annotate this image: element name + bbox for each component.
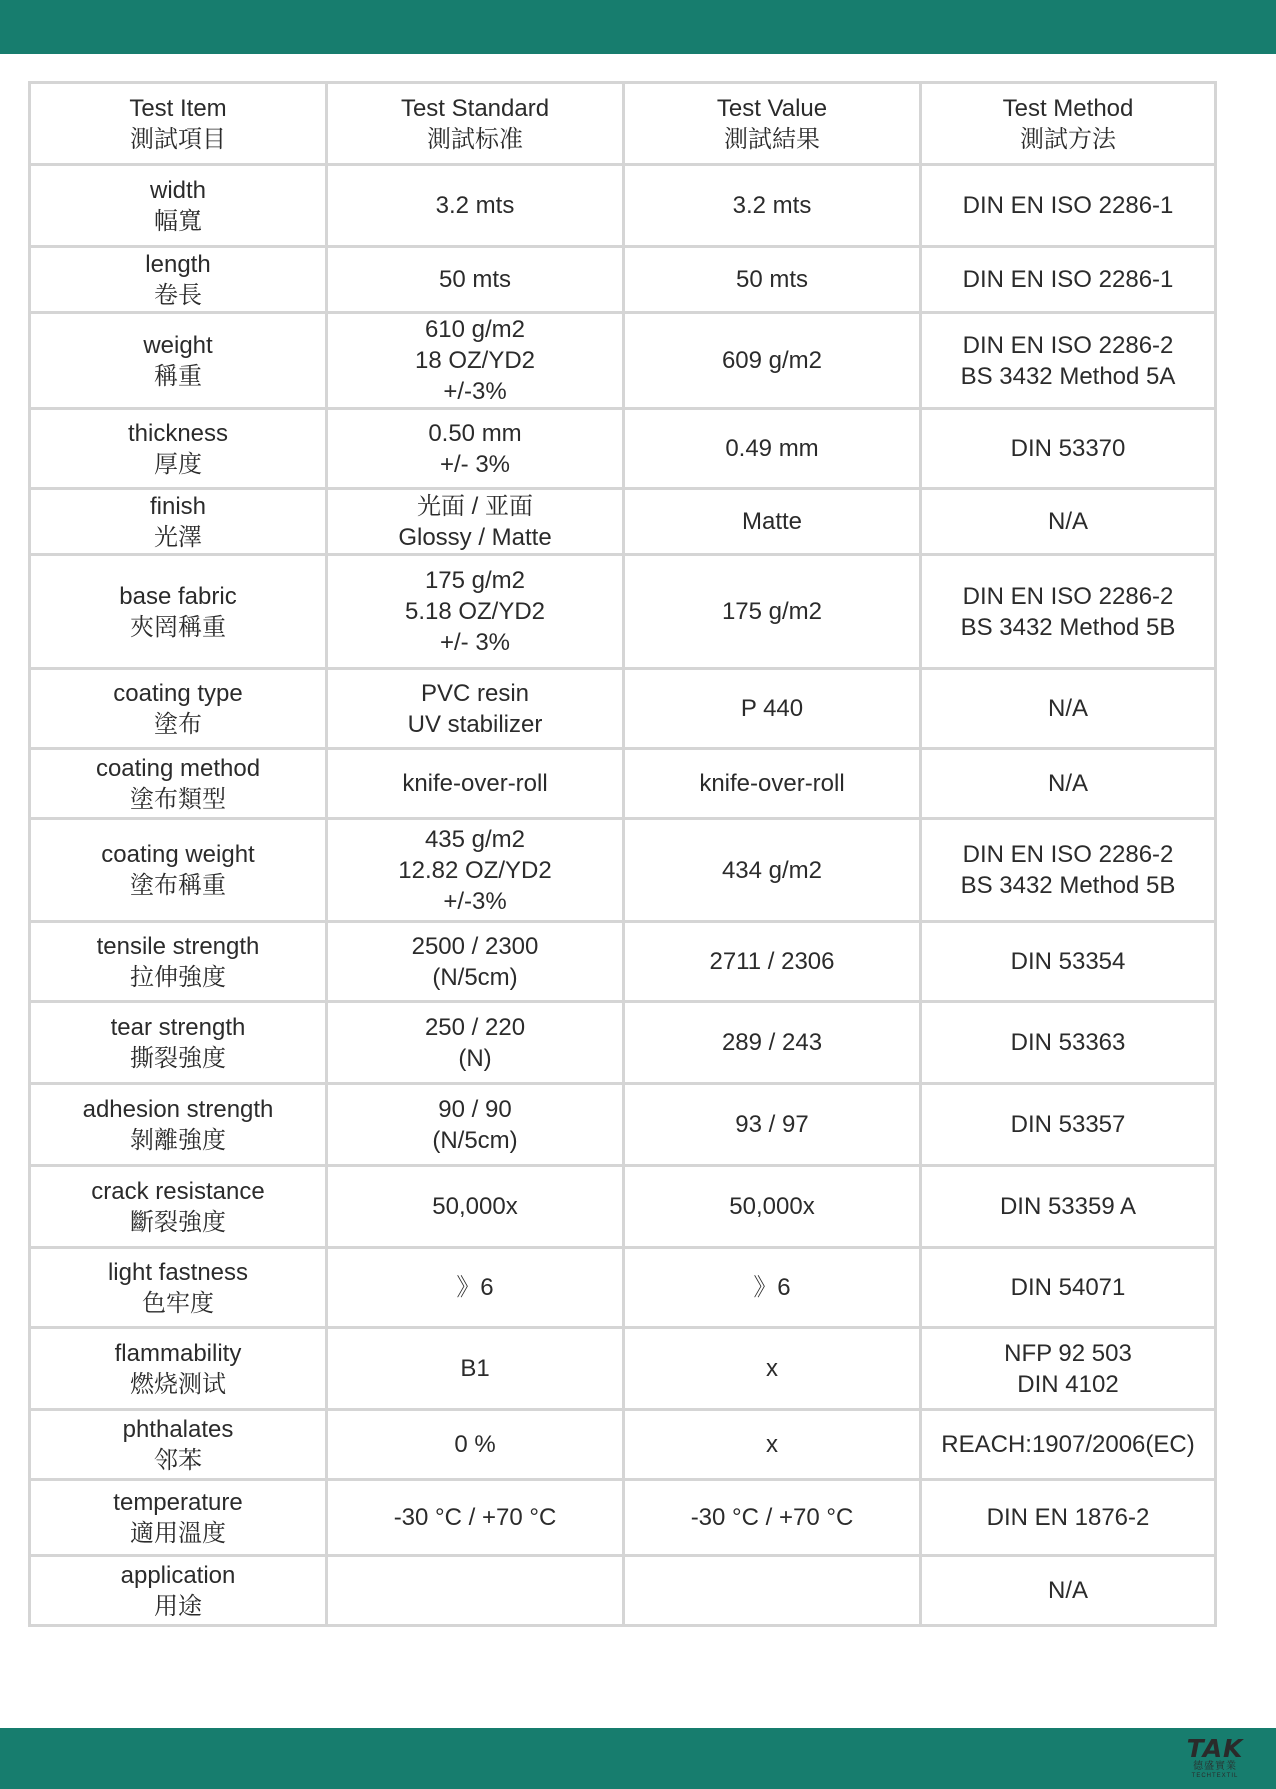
cell-test-method: [921, 1166, 1216, 1248]
table-row: [30, 1248, 1216, 1328]
cell-test-method: [921, 1084, 1216, 1166]
header-test-value-line: 測試結果: [724, 125, 820, 153]
cell-test-item-line: phthalates: [122, 1415, 234, 1443]
cell-test-item-line: application: [120, 1561, 236, 1589]
cell-test-standard-line: 250 / 220: [424, 1013, 526, 1041]
cell-test-item-line: finish: [149, 492, 207, 520]
cell-test-item-line: 稱重: [154, 362, 202, 390]
cell-test-value: [624, 819, 921, 922]
cell-test-method: [921, 1410, 1216, 1480]
header-test-item: [30, 83, 327, 165]
table-body: [30, 165, 1216, 1626]
cell-test-item-line: tensile strength: [96, 932, 260, 960]
table-row: [30, 409, 1216, 489]
cell-test-method-line: N/A: [1047, 1577, 1088, 1604]
cell-test-value: [624, 922, 921, 1002]
cell-test-value-line: 》6: [753, 1274, 791, 1301]
cell-test-standard-line: knife-over-roll: [402, 770, 548, 797]
cell-test-item-line: coating type: [113, 679, 243, 707]
header-test-value-line: Test Value: [716, 94, 828, 122]
cell-test-value-line: 93 / 97: [735, 1111, 809, 1138]
cell-test-method: [921, 819, 1216, 922]
logo-mark: TAK: [1186, 1733, 1244, 1763]
cell-test-method-line: DIN 53363: [1010, 1029, 1126, 1056]
header-test-method: [921, 83, 1216, 165]
cell-test-standard: [327, 749, 624, 819]
header-test-method-line: 測試方法: [1020, 125, 1116, 153]
table-row: [30, 669, 1216, 749]
cell-test-item-line: 燃烧测试: [130, 1370, 226, 1398]
cell-test-standard-line: 12.82 OZ/YD2: [398, 856, 552, 884]
cell-test-item: [30, 819, 327, 922]
cell-test-method-line: DIN 53354: [1010, 948, 1126, 975]
bottom-banner: [0, 1728, 1276, 1789]
cell-test-standard-line: 18 OZ/YD2: [414, 347, 536, 374]
cell-test-standard-line: -30 °C / +70 °C: [393, 1504, 557, 1531]
cell-test-standard-line: PVC resin: [420, 679, 530, 707]
cell-test-method: [921, 1556, 1216, 1626]
cell-test-standard-line: 5.18 OZ/YD2: [404, 598, 546, 625]
cell-test-standard-line: +/-3%: [443, 378, 507, 405]
cell-test-item: [30, 247, 327, 313]
top-banner: [0, 0, 1276, 54]
cell-test-method-line: REACH:1907/2006(EC): [941, 1431, 1195, 1458]
cell-test-value: [624, 247, 921, 313]
table-row: [30, 922, 1216, 1002]
cell-test-item: [30, 1084, 327, 1166]
cell-test-method: [921, 409, 1216, 489]
cell-test-value: [624, 1556, 921, 1626]
cell-test-value-line: x: [766, 1355, 778, 1382]
table-row: [30, 749, 1216, 819]
cell-test-method-line: BS 3432 Method 5B: [960, 613, 1176, 641]
cell-test-item-line: coating method: [95, 754, 261, 782]
cell-test-standard: [327, 247, 624, 313]
cell-test-item-line: 卷長: [154, 281, 202, 309]
cell-test-standard-line: 3.2 mts: [435, 192, 515, 219]
cell-test-standard-line: 50,000x: [432, 1193, 518, 1220]
cell-test-item-line: coating weight: [101, 841, 255, 868]
table-row: [30, 165, 1216, 247]
cell-test-item: [30, 1328, 327, 1410]
cell-test-method-line: DIN EN ISO 2286-2: [962, 841, 1174, 868]
cell-test-item-line: 光澤: [154, 523, 202, 551]
table-row: [30, 1328, 1216, 1410]
cell-test-item-line: 用途: [154, 1592, 202, 1620]
cell-test-item: [30, 489, 327, 555]
cell-test-standard: [327, 1248, 624, 1328]
cell-test-item: [30, 1166, 327, 1248]
cell-test-value-line: x: [766, 1431, 778, 1458]
company-logo: [1178, 1733, 1252, 1783]
cell-test-method-line: DIN EN ISO 2286-1: [962, 192, 1174, 219]
cell-test-item: [30, 1480, 327, 1556]
cell-test-method-line: DIN EN ISO 2286-2: [962, 582, 1174, 610]
cell-test-value-line: 2711 / 2306: [709, 948, 835, 975]
cell-test-standard: [327, 165, 624, 247]
cell-test-value: [624, 165, 921, 247]
cell-test-item-line: 撕裂強度: [130, 1044, 226, 1072]
cell-test-item-line: base fabric: [119, 582, 237, 610]
cell-test-item-line: 塗布類型: [130, 785, 226, 813]
cell-test-method: [921, 669, 1216, 749]
cell-test-standard-line: 50 mts: [438, 266, 512, 293]
cell-test-value: [624, 669, 921, 749]
cell-test-value: [624, 409, 921, 489]
cell-test-item: [30, 922, 327, 1002]
cell-test-method-line: N/A: [1047, 695, 1088, 722]
cell-test-standard: [327, 1084, 624, 1166]
cell-test-item-line: 邻苯: [154, 1446, 202, 1474]
cell-test-method: [921, 555, 1216, 669]
cell-test-item-line: 色牢度: [142, 1289, 214, 1317]
table-row: [30, 247, 1216, 313]
cell-test-item-line: weight: [143, 331, 213, 359]
cell-test-value: [624, 1410, 921, 1480]
cell-test-method-line: N/A: [1047, 508, 1088, 535]
cell-test-method-line: BS 3432 Method 5A: [960, 362, 1176, 390]
cell-test-standard: [327, 819, 624, 922]
cell-test-item-line: adhesion strength: [82, 1095, 274, 1123]
cell-test-standard-line: 175 g/m2: [424, 567, 526, 594]
cell-test-standard-line: 610 g/m2: [424, 316, 526, 343]
cell-test-standard: [327, 489, 624, 555]
cell-test-value: [624, 1166, 921, 1248]
cell-test-standard: [327, 922, 624, 1002]
table-row: [30, 489, 1216, 555]
cell-test-item-line: temperature: [113, 1488, 243, 1516]
cell-test-item: [30, 1556, 327, 1626]
table-row: [30, 1556, 1216, 1626]
cell-test-value: [624, 313, 921, 409]
cell-test-standard: [327, 1480, 624, 1556]
cell-test-item-line: 夾罔稱重: [130, 613, 226, 641]
cell-test-value-line: 3.2 mts: [732, 192, 812, 219]
header-test-value: [624, 83, 921, 165]
cell-test-item-line: length: [145, 250, 211, 278]
cell-test-method-line: DIN EN ISO 2286-2: [962, 331, 1174, 359]
cell-test-value-line: -30 °C / +70 °C: [690, 1504, 854, 1531]
cell-test-method: [921, 313, 1216, 409]
cell-test-standard: [327, 313, 624, 409]
cell-test-item-line: 拉伸強度: [130, 963, 226, 991]
table-row: [30, 1410, 1216, 1480]
header-row: [30, 83, 1216, 165]
cell-test-standard-line: (N/5cm): [432, 963, 518, 991]
cell-test-method-line: N/A: [1047, 770, 1088, 797]
cell-test-standard-line: 光面 / 亚面: [416, 492, 533, 520]
cell-test-item: [30, 409, 327, 489]
cell-test-method: [921, 247, 1216, 313]
cell-test-standard-line: 2500 / 2300: [411, 932, 539, 960]
logo-english: TECHTEXTIL: [1191, 1772, 1239, 1779]
table-row: [30, 1166, 1216, 1248]
cell-test-standard: [327, 1002, 624, 1084]
cell-test-method-line: BS 3432 Method 5B: [960, 872, 1176, 899]
cell-test-method-line: NFP 92 503: [1004, 1339, 1132, 1367]
cell-test-item: [30, 555, 327, 669]
cell-test-method: [921, 1480, 1216, 1556]
cell-test-value-line: 289 / 243: [721, 1029, 823, 1056]
cell-test-value: [624, 1480, 921, 1556]
cell-test-standard-line: 》6: [456, 1274, 494, 1301]
cell-test-method: [921, 749, 1216, 819]
cell-test-item-line: tear strength: [110, 1013, 246, 1041]
table-row: [30, 819, 1216, 922]
cell-test-value: [624, 1084, 921, 1166]
cell-test-value: [624, 555, 921, 669]
cell-test-value-line: 50 mts: [735, 266, 809, 293]
cell-test-item-line: 塗布: [154, 710, 202, 738]
cell-test-item-line: 厚度: [154, 450, 202, 478]
cell-test-method: [921, 1328, 1216, 1410]
cell-test-item: [30, 749, 327, 819]
cell-test-value: [624, 489, 921, 555]
table-row: [30, 555, 1216, 669]
cell-test-method: [921, 165, 1216, 247]
cell-test-item: [30, 313, 327, 409]
header-test-item-line: Test Item: [129, 94, 227, 122]
cell-test-method: [921, 1002, 1216, 1084]
cell-test-standard-line: 0.50 mm: [428, 419, 522, 447]
header-test-standard-line: Test Standard: [400, 94, 550, 122]
cell-test-standard: [327, 669, 624, 749]
cell-test-standard: [327, 1166, 624, 1248]
cell-test-item-line: light fastness: [107, 1258, 249, 1286]
cell-test-item-line: crack resistance: [91, 1177, 265, 1205]
cell-test-method-line: DIN 53357: [1010, 1111, 1126, 1138]
header-test-item-line: 測試項目: [130, 125, 226, 153]
cell-test-value: [624, 1248, 921, 1328]
cell-test-standard: [327, 555, 624, 669]
cell-test-item-line: flammability: [114, 1339, 242, 1367]
cell-test-standard: [327, 1556, 624, 1626]
table-row: [30, 1084, 1216, 1166]
cell-test-standard-line: 90 / 90: [438, 1095, 512, 1123]
cell-test-value-line: 0.49 mm: [725, 435, 819, 462]
cell-test-standard-line: +/-3%: [443, 887, 507, 915]
cell-test-value-line: 50,000x: [729, 1193, 815, 1220]
cell-test-method-line: DIN 4102: [1017, 1370, 1119, 1398]
cell-test-standard-line: +/- 3%: [439, 629, 511, 656]
cell-test-standard: [327, 1328, 624, 1410]
cell-test-value: [624, 1002, 921, 1084]
cell-test-standard: [327, 409, 624, 489]
cell-test-value-line: P 440: [740, 695, 804, 722]
cell-test-standard-line: Glossy / Matte: [398, 523, 552, 551]
header-test-standard: [327, 83, 624, 165]
cell-test-method-line: DIN 54071: [1010, 1274, 1126, 1301]
cell-test-method: [921, 922, 1216, 1002]
cell-test-item-line: 幅寬: [154, 207, 202, 235]
cell-test-value-line: 609 g/m2: [721, 347, 823, 374]
cell-test-standard-line: +/- 3%: [439, 450, 511, 478]
logo-chinese: 德盛實業: [1193, 1760, 1237, 1772]
cell-test-item: [30, 1002, 327, 1084]
cell-test-item: [30, 669, 327, 749]
cell-test-standard-line: (N): [458, 1044, 492, 1072]
cell-test-method-line: DIN EN ISO 2286-1: [962, 266, 1174, 293]
cell-test-item: [30, 165, 327, 247]
table-row: [30, 313, 1216, 409]
cell-test-method-line: DIN 53359 A: [999, 1193, 1137, 1220]
cell-test-standard-line: 0 %: [454, 1431, 496, 1458]
table-row: [30, 1480, 1216, 1556]
cell-test-value-line: 175 g/m2: [721, 598, 823, 625]
cell-test-item: [30, 1410, 327, 1480]
cell-test-item-line: thickness: [127, 419, 229, 447]
table-row: [30, 1002, 1216, 1084]
cell-test-value-line: Matte: [741, 508, 803, 535]
cell-test-item-line: 塗布稱重: [130, 872, 226, 899]
cell-test-standard-line: B1: [460, 1355, 490, 1382]
cell-test-value: [624, 1328, 921, 1410]
header-test-method-line: Test Method: [1002, 94, 1134, 122]
cell-test-method-line: DIN 53370: [1010, 435, 1126, 462]
cell-test-item-line: width: [149, 176, 207, 204]
cell-test-standard: [327, 1410, 624, 1480]
cell-test-method-line: DIN EN 1876-2: [986, 1504, 1150, 1531]
cell-test-method: [921, 489, 1216, 555]
spec-table: [28, 81, 1217, 1627]
cell-test-value: [624, 749, 921, 819]
cell-test-method: [921, 1248, 1216, 1328]
cell-test-item: [30, 1248, 327, 1328]
cell-test-value-line: 434 g/m2: [721, 856, 823, 884]
cell-test-standard-line: UV stabilizer: [407, 710, 543, 738]
cell-test-item-line: 剝離強度: [130, 1126, 226, 1154]
cell-test-standard-line: (N/5cm): [432, 1126, 518, 1154]
cell-test-item-line: 適用溫度: [130, 1519, 226, 1547]
header-test-standard-line: 測試标准: [427, 125, 523, 153]
cell-test-value-line: knife-over-roll: [699, 770, 845, 797]
cell-test-standard-line: 435 g/m2: [424, 825, 526, 853]
cell-test-item-line: 斷裂強度: [130, 1208, 226, 1236]
